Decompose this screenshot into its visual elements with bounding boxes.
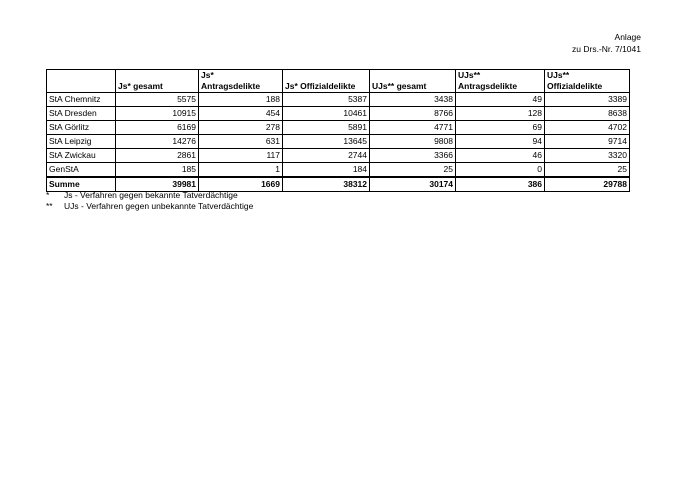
table-cell: 184 xyxy=(283,163,370,178)
table-cell: 39981 xyxy=(116,177,199,192)
table-cell: 6169 xyxy=(116,121,199,135)
table-cell: 5387 xyxy=(283,93,370,107)
row-label: Summe xyxy=(47,177,116,192)
table-cell: 3320 xyxy=(545,149,630,163)
table-cell: 1669 xyxy=(199,177,283,192)
column-header-js-antrag xyxy=(199,70,283,93)
table-cell: 386 xyxy=(456,177,545,192)
table-cell: 5575 xyxy=(116,93,199,107)
table-header-row xyxy=(47,70,630,93)
table-cell: 8638 xyxy=(545,107,630,121)
table-cell: 128 xyxy=(456,107,545,121)
row-label: StA Chemnitz xyxy=(47,93,116,107)
table-cell: 3366 xyxy=(370,149,456,163)
table-cell: 3389 xyxy=(545,93,630,107)
table-row xyxy=(47,163,630,178)
table-cell: 1 xyxy=(199,163,283,178)
table-cell: 117 xyxy=(199,149,283,163)
table-cell: 9714 xyxy=(545,135,630,149)
table-cell: 29788 xyxy=(545,177,630,192)
document-number: zu Drs.-Nr. 7/1041 xyxy=(572,44,641,54)
row-label: StA Dresden xyxy=(47,107,116,121)
table-cell: 25 xyxy=(545,163,630,178)
table-row xyxy=(47,135,630,149)
row-label: GenStA xyxy=(47,163,116,178)
table-cell: 13645 xyxy=(283,135,370,149)
table-cell: 94 xyxy=(456,135,545,149)
table-cell: 69 xyxy=(456,121,545,135)
table-cell: 278 xyxy=(199,121,283,135)
table-cell: 9808 xyxy=(370,135,456,149)
table-cell: 46 xyxy=(456,149,545,163)
table-cell: 185 xyxy=(116,163,199,178)
table-cell: 30174 xyxy=(370,177,456,192)
footnotes xyxy=(46,190,253,212)
column-header-js-total: Js* gesamt xyxy=(116,70,199,93)
table-row xyxy=(47,107,630,121)
table-cell: 4771 xyxy=(370,121,456,135)
statistics-table xyxy=(46,69,630,192)
table-cell: 10461 xyxy=(283,107,370,121)
row-label: StA Leipzig xyxy=(47,135,116,149)
table-cell: 454 xyxy=(199,107,283,121)
table-cell: 25 xyxy=(370,163,456,178)
column-header-ujs-antrag: UJs** Antragsdelikte xyxy=(456,70,545,93)
table-row xyxy=(47,93,630,107)
table-row xyxy=(47,121,630,135)
table-cell: 8766 xyxy=(370,107,456,121)
table-cell: 38312 xyxy=(283,177,370,192)
column-header-js-offizial: Js* Offizialdelikte xyxy=(283,70,370,93)
table-cell: 2744 xyxy=(283,149,370,163)
footnote-js xyxy=(46,190,253,201)
footnote-ujs xyxy=(46,201,253,212)
column-header-ujs-total: UJs** gesamt xyxy=(370,70,456,93)
document-header xyxy=(572,31,641,55)
table-row xyxy=(47,149,630,163)
table-cell: 0 xyxy=(456,163,545,178)
table-cell: 631 xyxy=(199,135,283,149)
column-header-office xyxy=(47,70,116,93)
attachment-label: Anlage xyxy=(614,32,641,42)
column-header-js-antrag-line2: Antragsdelikte xyxy=(201,81,261,91)
table-cell: 4702 xyxy=(545,121,630,135)
table-cell: 5891 xyxy=(283,121,370,135)
table-cell: 10915 xyxy=(116,107,199,121)
footnote-text: Js - Verfahren gegen bekannte Tatverdächtige xyxy=(64,190,238,200)
table-cell: 2861 xyxy=(116,149,199,163)
footnote-mark: ** xyxy=(46,201,53,211)
table-cell: 3438 xyxy=(370,93,456,107)
footnote-mark: * xyxy=(46,190,50,200)
table-cell: 49 xyxy=(456,93,545,107)
column-header-ujs-offizial: UJs** Offizialdelikte xyxy=(545,70,630,93)
column-header-js-antrag-line1: Js* xyxy=(201,70,214,80)
table-cell: 188 xyxy=(199,93,283,107)
row-label: StA Zwickau xyxy=(47,149,116,163)
footnote-text: UJs - Verfahren gegen unbekannte Tatverdächtige xyxy=(64,201,254,211)
row-label: StA Görlitz xyxy=(47,121,116,135)
table-cell: 14276 xyxy=(116,135,199,149)
